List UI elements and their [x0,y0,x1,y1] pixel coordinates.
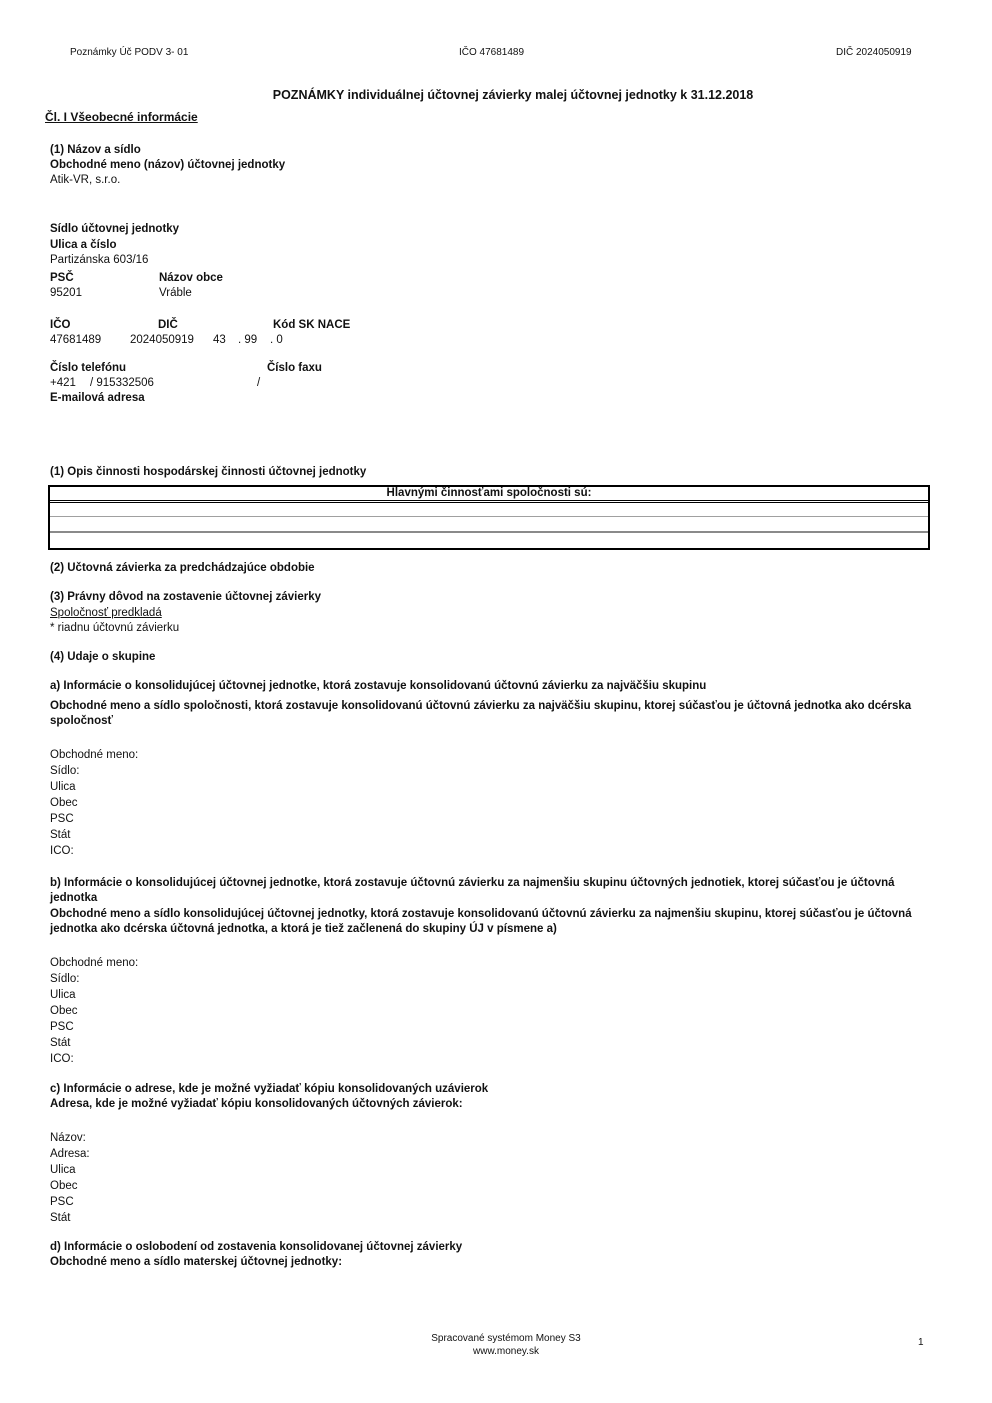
group-c-heading: c) Informácie o adrese, kde je možné vyžiadať kópiu konsolidovaných uzávierok [50,1083,489,1095]
ico-label: IČO [50,319,71,331]
psc-value: 95201 [50,287,82,299]
group-a-fields [50,747,138,859]
section-1-heading: (1) Názov a sídlo [50,144,141,156]
group-b-description: Obchodné meno a sídlo konsolidujúcej účtovnej jednotky, ktorá zostavuje konsolidovanú účtovnú závierku za najmenšiu skupinu, ktorej súčasťou je účtovná jednotka ako dcérska účtovná jednotka, a ktorá je tiež začlenená do skupiny ÚJ v písmene a) [50,908,912,935]
group-a-description: Obchodné meno a sídlo spoločnosti, ktorá zostavuje konsolidovanú účtovnú závierku za najväčšiu skupinu, ktorej súčasťou je účtovná jednotka ako dcérska spoločnosť [50,700,912,727]
field-label: PSC [50,813,74,825]
ico-value: 47681489 [50,334,102,346]
activity-row [50,517,928,533]
group-a-heading: a) Informácie o konsolidujúcej účtovnej jednotke, ktorá zostavuje konsolidovanú účtovnú závierku za najväčšiu skupinu [50,680,707,692]
legal-reason-item: * riadnu účtovnú závierku [50,622,180,634]
header-dic: DIČ 2024050919 [836,47,912,58]
town-label: Názov obce [159,272,223,284]
field-label: Ulica [50,1164,76,1176]
email-label: E-mailová adresa [50,392,145,404]
field-label: PSC [50,1021,74,1033]
field-label: Obec [50,797,78,809]
field-label: Stát [50,1212,71,1224]
group-d-heading: d) Informácie o oslobodení od zostavenia konsolidovanej účtovnej závierky [50,1241,463,1253]
activity-heading: (1) Opis činnosti hospodárskej činnosti účtovnej jednotky [50,466,367,478]
fax-value: / [257,377,261,389]
dic-label: DIČ [158,319,178,331]
activity-row [50,503,928,517]
page-title: POZNÁMKY individuálnej účtovnej závierky malej účtovnej jednotky k 31.12.2018 [272,88,754,102]
activity-row [50,533,928,548]
field-label: Stát [50,1037,71,1049]
field-label: Názov: [50,1132,86,1144]
article-heading: Čl. I Všeobecné informácie [45,110,198,124]
phone-number: / 915332506 [90,377,154,389]
group-c-description: Adresa, kde je možné vyžiadať kópiu konsolidovaných účtovných závierok: [50,1098,463,1110]
field-label: Adresa: [50,1148,90,1160]
field-label: Obchodné meno: [50,957,139,969]
header-form-id: Poznámky Úč PODV 3- 01 [70,47,189,58]
group-d-description: Obchodné meno a sídlo materskej účtovnej jednotky: [50,1256,343,1268]
section-2-heading: (2) Učtovná závierka za predchádzajúce obdobie [50,562,315,574]
section-3-heading: (3) Právny dôvod na zostavenie účtovnej závierky [50,591,321,603]
header-ico: IČO 47681489 [459,47,525,58]
nace-value-2: . 99 [238,334,258,346]
activity-table [48,485,930,550]
field-label: Sídlo: [50,973,80,985]
field-label: Obec [50,1180,78,1192]
footer-line1: Spracované systémom Money S3 [431,1333,581,1344]
field-label: ICO: [50,1053,74,1065]
nace-label: Kód SK NACE [273,319,351,331]
page-number: 1 [918,1337,924,1348]
group-b-heading: b) Informácie o konsolidujúcej účtovnej jednotke, ktorá zostavuje účtovnú závierku za najmenšiu skupinu účtovných jednotiek, ktorej súčasťou je účtovná jednotka [50,877,895,904]
legal-reason-subheading: Spoločnosť predkladá [50,607,162,619]
dic-value: 2024050919 [130,334,194,346]
section-4-heading: (4) Udaje o skupine [50,651,156,663]
group-c-fields [50,1130,90,1226]
field-label: PSC [50,1196,74,1208]
phone-label: Číslo telefónu [50,362,127,374]
phone-prefix: +421 [50,377,76,389]
activity-table-header: Hlavnými činnosťami spoločnosti sú: [50,487,928,503]
seat-heading: Sídlo účtovnej jednotky [50,223,180,235]
nace-value-1: 43 [213,334,226,346]
nace-value-3: . 0 [270,334,283,346]
field-label: Ulica [50,781,76,793]
town-value: Vráble [159,287,192,299]
street-value: Partizánska 603/16 [50,254,149,266]
field-label: Obec [50,1005,78,1017]
field-label: Ulica [50,989,76,1001]
business-name-value: Atik-VR, s.r.o. [50,174,121,186]
field-label: ICO: [50,845,74,857]
group-b-fields [50,955,138,1067]
footer-line2: www.money.sk [473,1346,539,1357]
field-label: Stát [50,829,71,841]
business-name-label: Obchodné meno (názov) účtovnej jednotky [50,159,286,171]
street-label: Ulica a číslo [50,239,117,251]
psc-label: PSČ [50,272,74,284]
fax-label: Číslo faxu [267,362,322,374]
field-label: Sídlo: [50,765,80,777]
field-label: Obchodné meno: [50,749,139,761]
